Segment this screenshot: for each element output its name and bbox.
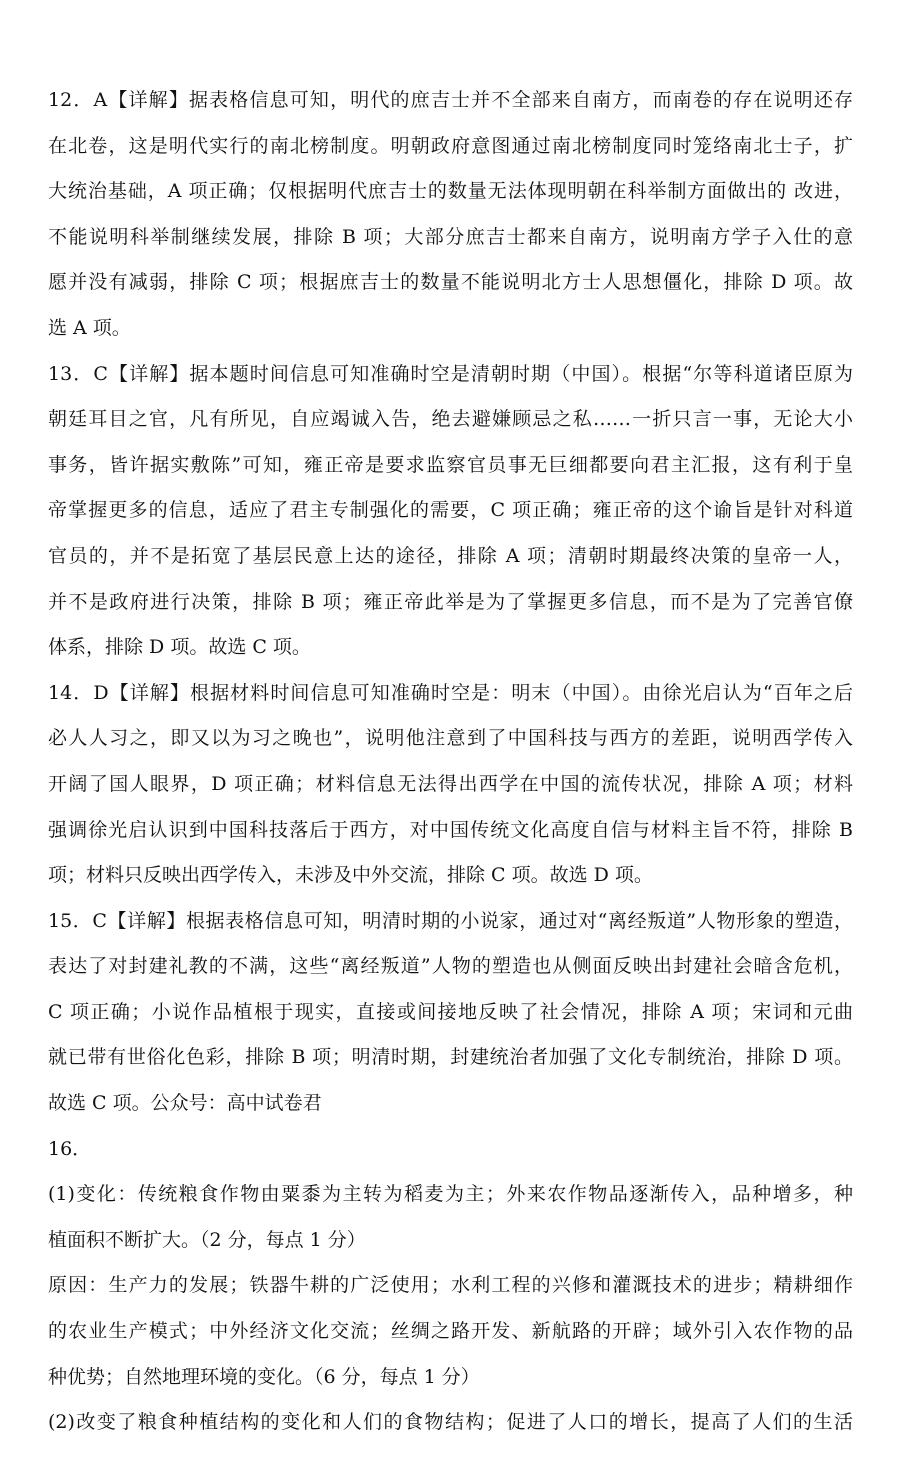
text-line: 植面积不断扩大。（2 分，每点 1 分） [48, 1228, 366, 1251]
text-line: 的农业生产模式；中外经济文化交流；丝绸之路开发、新航路的开辟；域外引入农作物的品 [48, 1320, 853, 1343]
text-line: 帝掌握更多的信息，适应了君主专制强化的需要，C 项正确；雍正帝的这个谕旨是针对科道 [48, 499, 853, 522]
text-line: 愿并没有减弱，排除 C 项；根据庶吉士的数量不能说明北方士人思想僵化，排除 D 项。故 [48, 271, 853, 294]
text-line: 种优势；自然地理环境的变化。（6 分，每点 1 分） [48, 1365, 480, 1388]
text-line: 在北卷，这是明代实行的南北榜制度。明朝政府意图通过南北榜制度同时笼络南北士子，扩 [48, 134, 853, 157]
text-line: (2)改变了粮食种植结构的变化和人们的食物结构；促进了人口的增长，提高了人们的生活 [48, 1411, 853, 1434]
text-line: 并不是政府进行决策，排除 B 项；雍正帝此举是为了掌握更多信息，而不是为了完善官僚 [48, 590, 853, 613]
text-line: 故选 C 项。公众号：高中试卷君 [48, 1092, 322, 1115]
text-line: 15．C【详解】根据表格信息可知，明清时期的小说家，通过对“离经叛道”人物形象的塑造， [48, 909, 853, 932]
text-line: 16． [48, 1137, 92, 1160]
text-line: 就已带有世俗化色彩，排除 B 项；明清时期，封建统治者加强了文化专制统治，排除 D 项。 [48, 1046, 853, 1069]
text-line: 13．C【详解】据本题时间信息可知准确时空是清朝时期（中国）。根据“尔等科道诸臣原为 [48, 362, 853, 385]
answer-document [48, 78, 853, 1446]
text-line: 开阔了国人眼界，D 项正确；材料信息无法得出西学在中国的流传状况，排除 A 项；材料 [48, 772, 853, 795]
text-line: 体系，排除 D 项。故选 C 项。 [48, 636, 311, 659]
text-line: 朝廷耳目之官，凡有所见，自应竭诚入告，绝去避嫌顾忌之私……一折只言一事，无论大小 [48, 408, 853, 431]
text-line: 强调徐光启认识到中国科技落后于西方，对中国传统文化高度自信与材料主旨不符，排除 B [48, 818, 853, 841]
text-line: 必人人习之，即又以为习之晚也”，说明他注意到了中国科技与西方的差距，说明西学传入 [48, 727, 853, 750]
text-line: 12．A【详解】据表格信息可知，明代的庶吉士并不全部来自南方，而南卷的存在说明还存 [48, 89, 853, 111]
text-line: 项；材料只反映出西学传入，未涉及中外交流，排除 C 项。故选 D 项。 [48, 864, 653, 887]
text-line: 14．D【详解】根据材料时间信息可知准确时空是：明末（中国）。由徐光启认为“百年之后 [48, 681, 853, 704]
text-line: 不能说明科举制继续发展，排除 B 项；大部分庶吉士都来自南方，说明南方学子入仕的意 [48, 225, 853, 248]
text-line: 表达了对封建礼教的不满，这些“离经叛道”人物的塑造也从侧面反映出封建社会暗含危机， [48, 955, 853, 978]
text-line: C 项正确；小说作品植根于现实，直接或间接地反映了社会情况，排除 A 项；宋词和元曲 [48, 1000, 853, 1023]
text-line: 事务，皆许据实敷陈”可知，雍正帝是要求监察官员事无巨细都要向君主汇报，这有利于皇 [48, 453, 853, 476]
text-line: 官员的，并不是拓宽了基层民意上达的途径，排除 A 项；清朝时期最终决策的皇帝一人， [48, 544, 853, 567]
text-line: 大统治基础，A 项正确；仅根据明代庶吉士的数量无法体现明朝在科举制方面做出的 改进， [48, 180, 853, 203]
text-line: 选 A 项。 [48, 316, 131, 339]
text-line: 原因：生产力的发展；铁器牛耕的广泛使用；水利工程的兴修和灌溉技术的进步；精耕细作 [48, 1274, 853, 1297]
text-line: (1)变化：传统粮食作物由粟黍为主转为稻麦为主；外来农作物品逐渐传入，品种增多，种 [48, 1183, 853, 1206]
